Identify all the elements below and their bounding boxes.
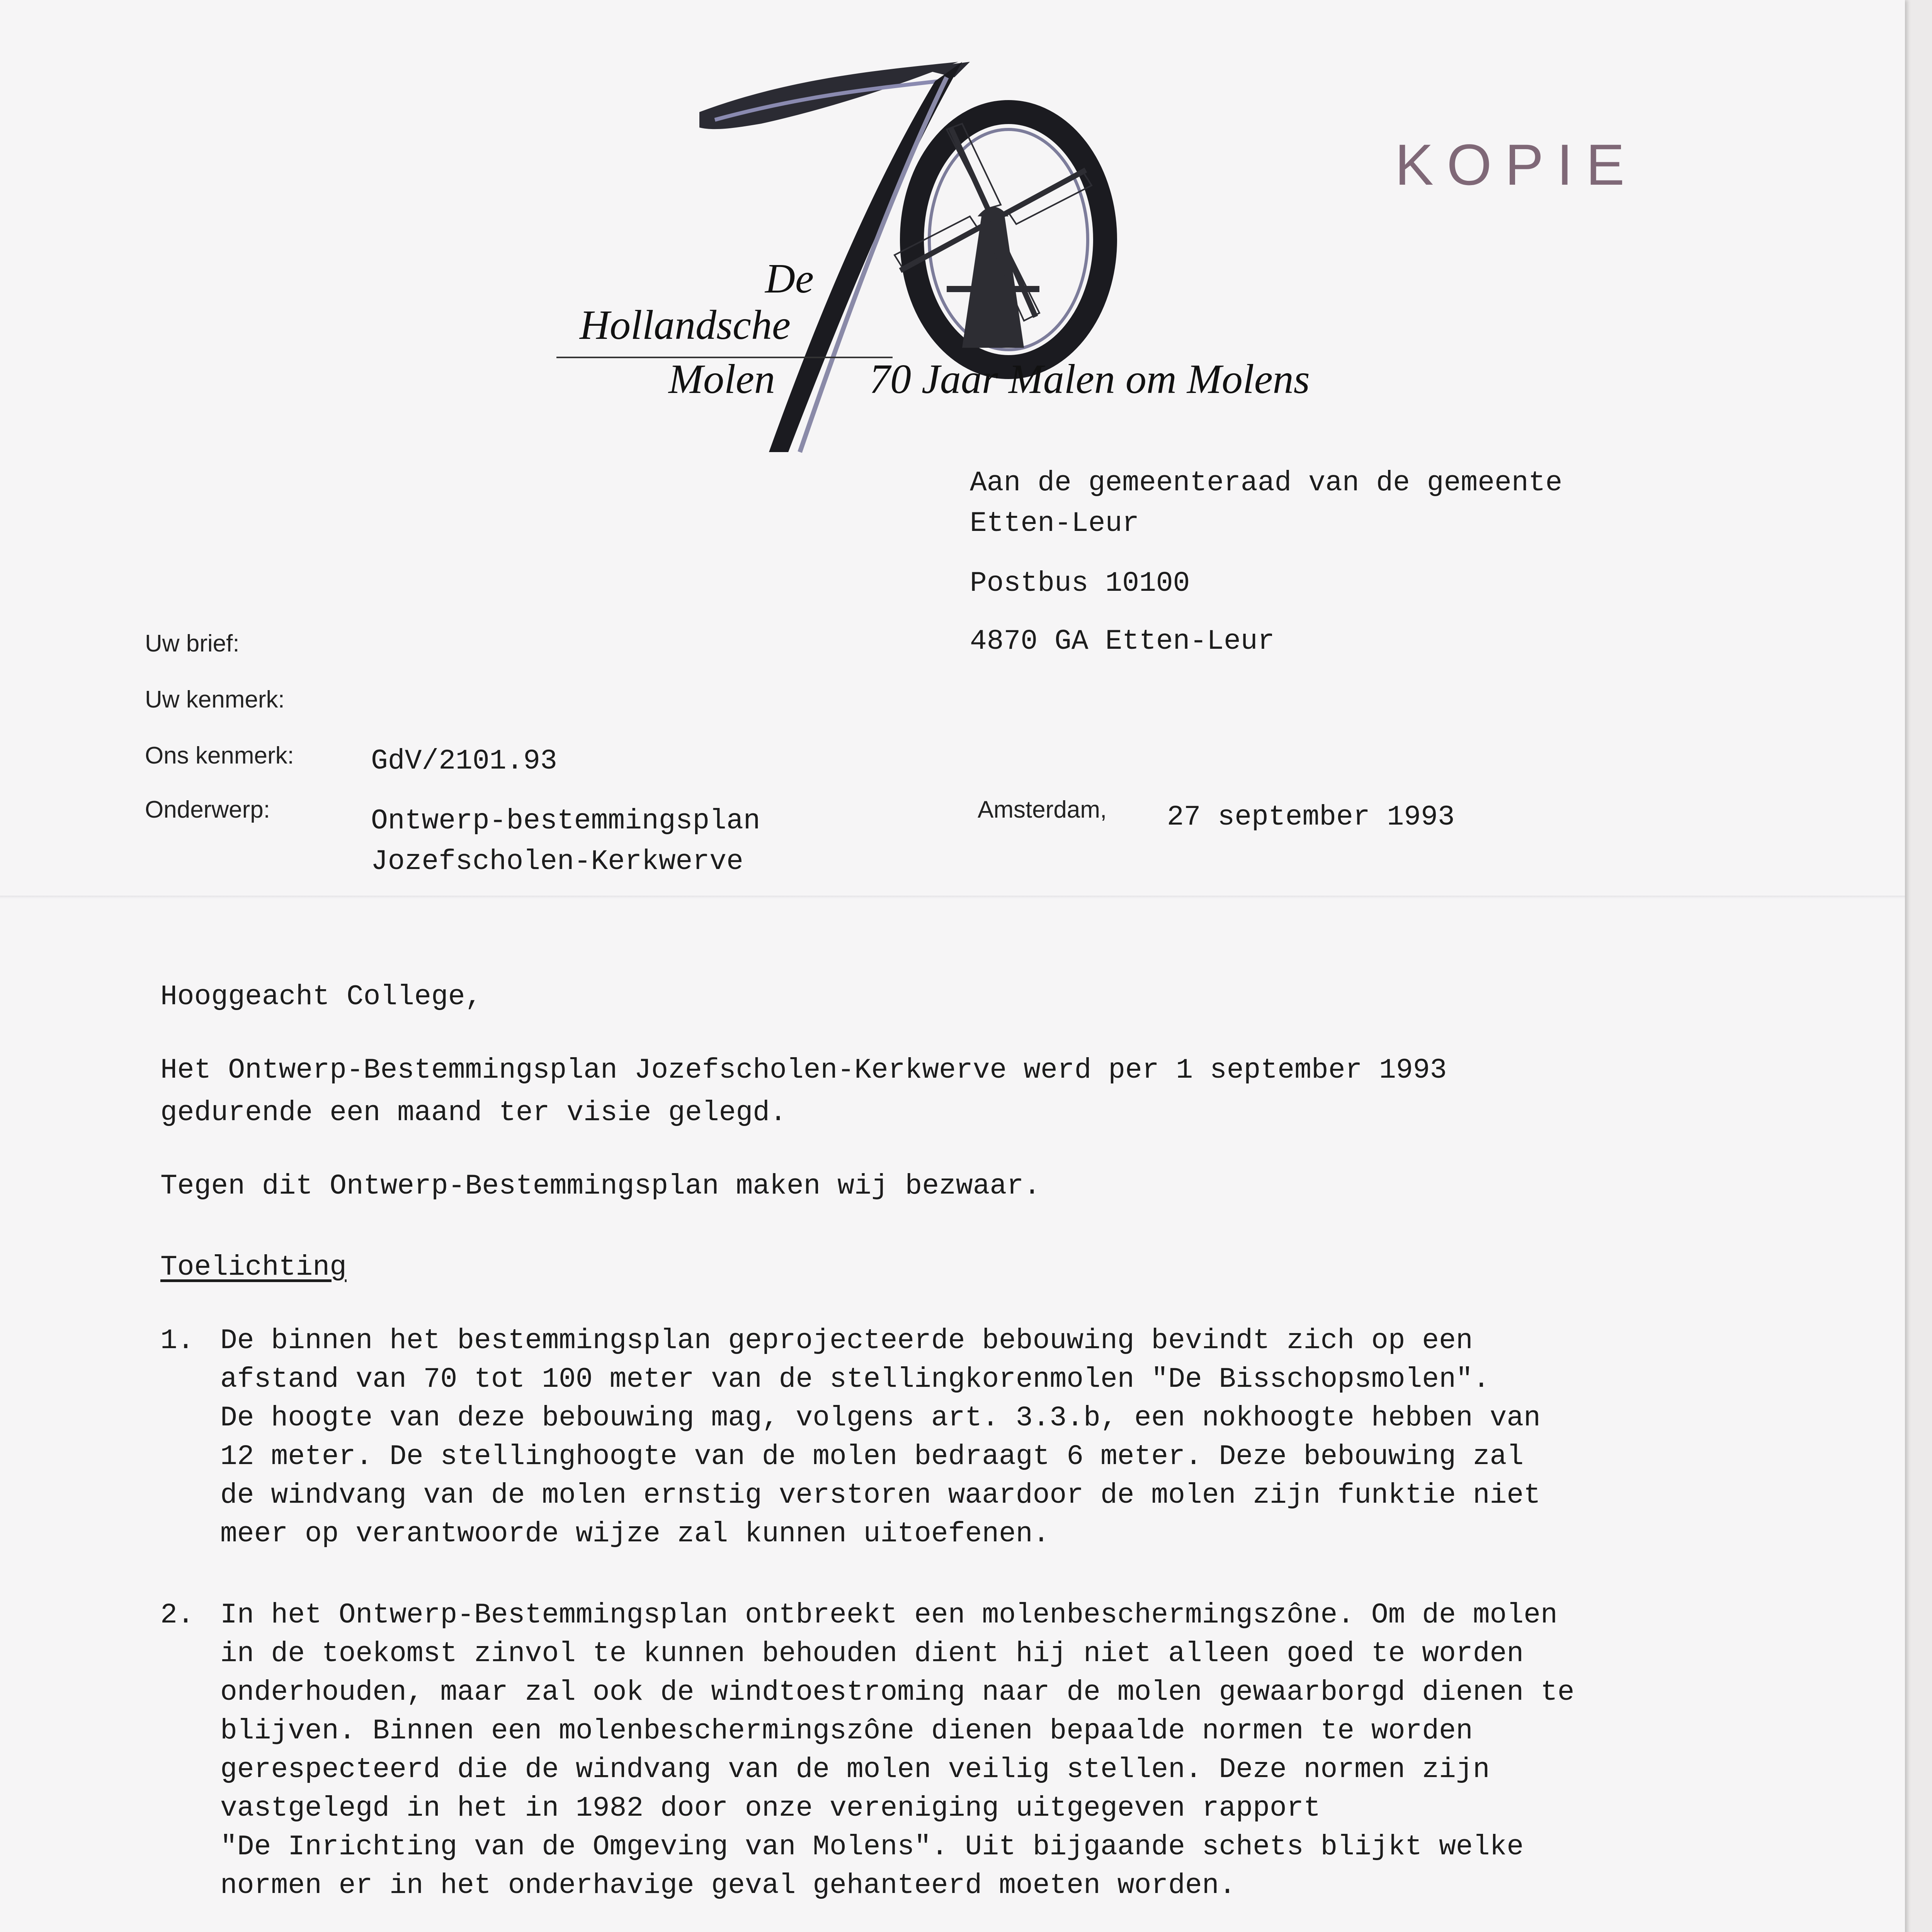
item-2-number: 2.: [160, 1599, 194, 1631]
recipient-line-4: 4870 GA Etten-Leur: [970, 625, 1275, 657]
letter-date: 27 september 1993: [1167, 801, 1455, 833]
item-1-number: 1.: [160, 1325, 194, 1357]
logo-text-molen: Molen: [668, 356, 775, 402]
item-2-line: "De Inrichting van de Omgeving van Molens". Uit bijgaande schets blijkt welke: [220, 1831, 1524, 1863]
item-2-line: onderhouden, maar zal ook de windtoestroming naar de molen gewaarborgd dienen te: [220, 1676, 1575, 1708]
recipient-line-1: Aan de gemeenteraad van de gemeente: [970, 467, 1563, 499]
item-1-line: de windvang van de molen ernstig verstoren waardoor de molen zijn funktie niet: [220, 1479, 1541, 1511]
paragraph-1-line-1: Het Ontwerp-Bestemmingsplan Jozefscholen-Kerkwerve werd per 1 september 1993: [160, 1054, 1447, 1086]
item-2-line: gerespecteerd die de windvang van de molen veilig stellen. Deze normen zijn: [220, 1753, 1490, 1786]
logo-text-hollandsche: Hollandsche: [580, 302, 791, 348]
onderwerp-line-1: Ontwerp-bestemmingsplan: [371, 805, 760, 837]
kopie-stamp: KOPIE: [1395, 132, 1638, 197]
onderwerp-line-2: Jozefscholen-Kerkwerve: [371, 845, 743, 878]
item-2-line: blijven. Binnen een molenbeschermingszône dienen bepaalde normen te worden: [220, 1715, 1473, 1747]
item-1-line: afstand van 70 tot 100 meter van de stellingkorenmolen "De Bisschopsmolen".: [220, 1363, 1490, 1395]
salutation: Hooggeacht College,: [160, 981, 482, 1013]
item-2-line: in de toekomst zinvol te kunnen behouden dient hij niet alleen goed te worden: [220, 1638, 1524, 1670]
item-1-line: meer op verantwoorde wijze zal kunnen uitoefenen.: [220, 1518, 1050, 1550]
place-label: Amsterdam,: [978, 796, 1107, 823]
recipient-line-2: Etten-Leur: [970, 507, 1139, 539]
paragraph-2: Tegen dit Ontwerp-Bestemmingsplan maken wij bezwaar.: [160, 1170, 1041, 1202]
item-2-line: vastgelegd in het in 1982 door onze vereniging uitgegeven rapport: [220, 1792, 1321, 1824]
paper-fold: [0, 896, 1905, 900]
paragraph-1-line-2: gedurende een maand ter visie gelegd.: [160, 1097, 787, 1129]
uw-brief-label: Uw brief:: [145, 630, 240, 657]
item-2-line: In het Ontwerp-Bestemmingsplan ontbreekt een molenbeschermingszône. Om de molen: [220, 1599, 1558, 1631]
item-1-line: 12 meter. De stellinghoogte van de molen bedraagt 6 meter. Deze bebouwing zal: [220, 1440, 1524, 1473]
item-2-line: normen er in het onderhavige geval gehanteerd moeten worden.: [220, 1869, 1236, 1901]
logo-text-de: De: [765, 256, 814, 302]
toelichting-heading: Toelichting: [160, 1251, 347, 1283]
onderwerp-label: Onderwerp:: [145, 796, 270, 823]
ons-kenmerk-value: GdV/2101.93: [371, 745, 557, 777]
item-1-line: De binnen het bestemmingsplan geprojecteerde bebouwing bevindt zich op een: [220, 1325, 1473, 1357]
uw-kenmerk-label: Uw kenmerk:: [145, 686, 285, 713]
ons-kenmerk-label: Ons kenmerk:: [145, 742, 294, 769]
recipient-line-3: Postbus 10100: [970, 567, 1190, 599]
logo-tagline: 70 Jaar Malen om Molens: [869, 356, 1310, 402]
item-1-line: De hoogte van deze bebouwing mag, volgens art. 3.3.b, een nokhoogte hebben van: [220, 1402, 1541, 1434]
